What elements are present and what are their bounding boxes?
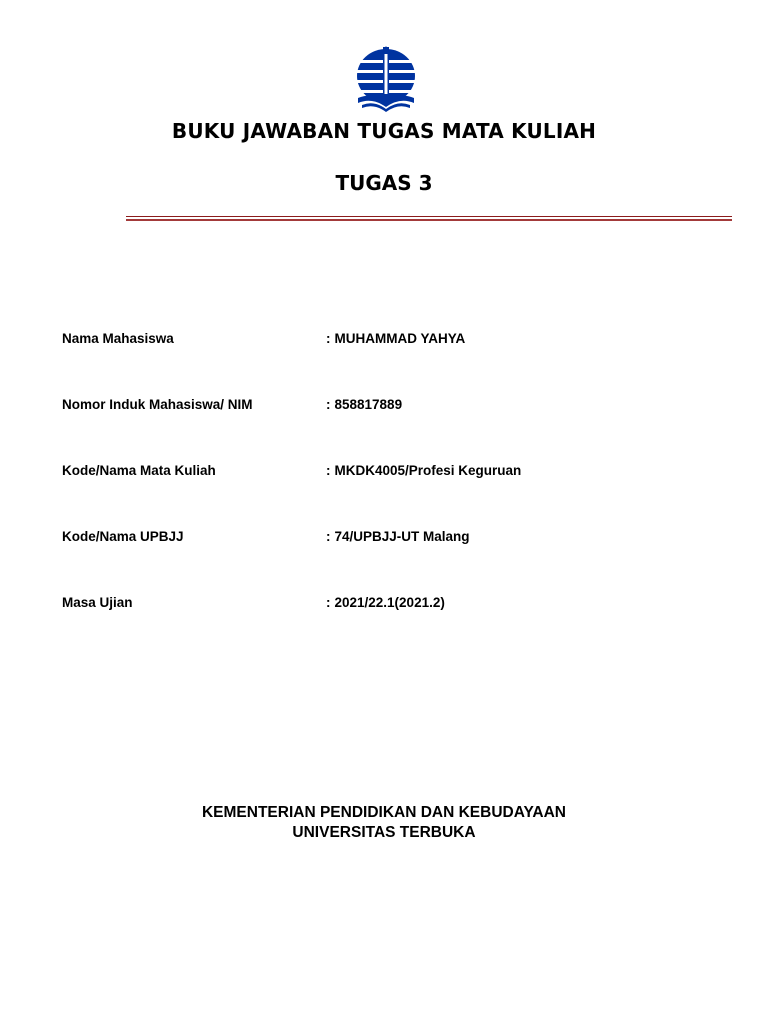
info-label: Kode/Nama Mata Kuliah xyxy=(62,463,216,478)
info-value: 74/UPBJJ-UT Malang xyxy=(334,529,470,544)
document-subtitle: TUGAS 3 xyxy=(335,171,433,195)
document-title: BUKU JAWABAN TUGAS MATA KULIAH xyxy=(171,119,597,143)
info-label: Masa Ujian xyxy=(62,595,133,610)
student-info xyxy=(62,331,702,661)
info-label: Nomor Induk Mahasiswa/ NIM xyxy=(62,397,253,412)
info-value: MUHAMMAD YAHYA xyxy=(334,331,466,346)
info-value: 2021/22.1(2021.2) xyxy=(334,595,445,610)
info-row-student-name: Nama Mahasiswa : MUHAMMAD YAHYA xyxy=(62,331,466,346)
ministry-name: KEMENTERIAN PENDIDIKAN DAN KEBUDAYAAN xyxy=(201,804,566,821)
info-value: MKDK4005/Profesi Keguruan xyxy=(334,463,522,478)
info-label: Nama Mahasiswa xyxy=(62,331,174,346)
info-label: Kode/Nama UPBJJ xyxy=(62,529,184,544)
university-emblem-icon xyxy=(350,46,422,112)
info-row-course: Kode/Nama Mata Kuliah : MKDK4005/Profesi Keguruan xyxy=(62,463,522,478)
info-row-nim: Nomor Induk Mahasiswa/ NIM : 858817889 xyxy=(62,397,403,412)
title-divider xyxy=(126,216,732,221)
info-row-upbjj: Kode/Nama UPBJJ : 74/UPBJJ-UT Malang xyxy=(62,529,470,544)
info-value: 858817889 xyxy=(334,397,403,412)
university-name: UNIVERSITAS TERBUKA xyxy=(292,824,476,841)
info-row-exam-period: Masa Ujian : 2021/22.1(2021.2) xyxy=(62,595,445,610)
